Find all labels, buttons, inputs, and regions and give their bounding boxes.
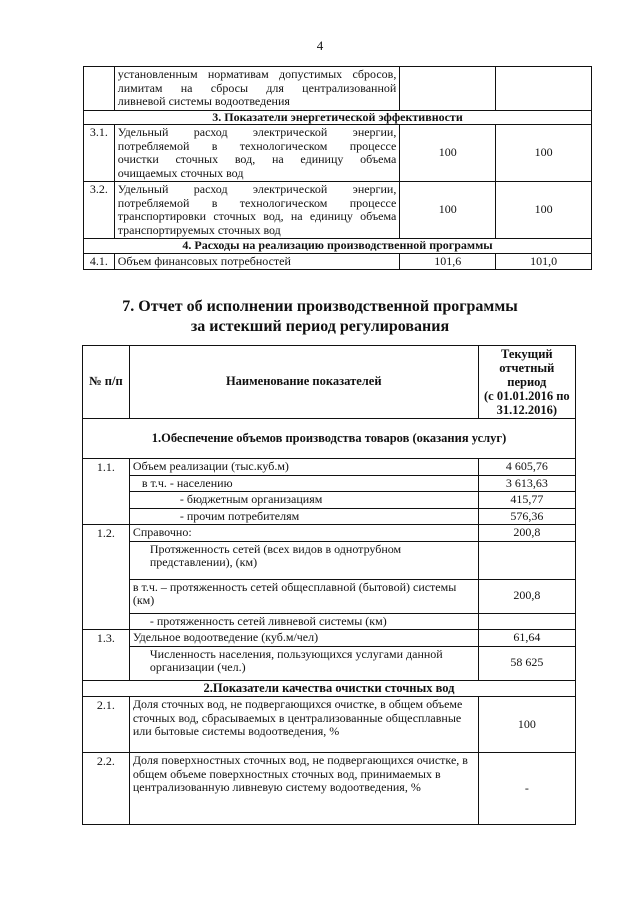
row-number: [84, 67, 115, 111]
value-cell: [478, 613, 575, 630]
value-cell: 101,0: [496, 253, 592, 270]
col-header-period: [478, 346, 575, 419]
text-line: лимитам на сбросы для централизованной: [117, 80, 397, 95]
text-line: транспортируемых сточных вод: [117, 222, 281, 237]
table-row: [83, 613, 576, 630]
row-number: 1.2.: [83, 525, 130, 630]
table-row: [84, 67, 592, 111]
indicator-name: Доля поверхностных сточных вод, не подвергающихся очистке, в общем объеме поверхностных сточных вод, принимаемых в централизованную ливневую систему водоотведения, %: [129, 753, 478, 825]
section-heading: 1.Обеспечение объемов производства товаров (оказания услуг): [83, 419, 576, 459]
section-row: [84, 239, 592, 254]
indicator-text: [114, 67, 400, 111]
indicators-table-continued: [83, 66, 592, 270]
value-cell: 100: [400, 125, 496, 182]
value-cell: -: [478, 753, 575, 825]
value-cell: [400, 67, 496, 111]
row-number: 2.1.: [83, 697, 130, 753]
indicator-text: [114, 125, 400, 182]
indicator-name: - прочим потребителям: [129, 508, 478, 525]
text-line: Удельный расход электрической энергии,: [117, 182, 397, 196]
header-line: отчетный период: [499, 361, 555, 389]
value-cell: [478, 541, 575, 579]
indicator-text: [114, 182, 400, 239]
table-row: [83, 697, 576, 753]
text-line: потребляемой в технологическом процессе: [117, 138, 397, 153]
value-cell: 576,36: [478, 508, 575, 525]
table-row: [83, 579, 576, 613]
value-cell: [496, 67, 592, 111]
text-line: транспортировки сточных вод, на единицу объема: [117, 209, 397, 223]
table-row: [83, 525, 576, 542]
text-line: потребляемой в технологическом процессе: [117, 195, 397, 210]
header-row: [83, 346, 576, 419]
row-number: 3.2.: [84, 182, 115, 239]
section-heading: 4. Расходы на реализацию производственной программы: [84, 239, 592, 254]
value-cell: 4 605,76: [478, 459, 575, 476]
value-cell: 415,77: [478, 492, 575, 509]
header-line: (с 01.01.2016 по: [483, 389, 570, 403]
value-cell: 100: [496, 125, 592, 182]
text-line: ливневой системы водоотведения: [117, 94, 290, 108]
text-line: Удельный расход электрической энергии,: [117, 125, 397, 139]
header-line: 31.12.2016): [496, 403, 558, 417]
row-number: 4.1.: [84, 253, 115, 270]
page-number: 4: [316, 38, 324, 53]
section-row: [83, 419, 576, 459]
col-header-number: № п/п: [83, 346, 130, 419]
section-heading: 3. Показатели энергетической эффективности: [84, 110, 592, 125]
heading-line: за истекший период регулирования: [190, 318, 450, 335]
table-row: [83, 753, 576, 825]
value-cell: 200,8: [478, 579, 575, 613]
value-cell: 100: [478, 697, 575, 753]
col-header-name: Наименование показателей: [129, 346, 478, 419]
value-cell: 101,6: [400, 253, 496, 270]
text-line: очищаемых сточных вод: [117, 165, 244, 180]
text-line: установленным нормативам допустимых сбросов,: [117, 67, 397, 81]
value-cell: 200,8: [478, 525, 575, 542]
indicator-name: Протяженность сетей (всех видов в однотрубном представлении), (км): [129, 541, 478, 579]
table-row: [83, 646, 576, 680]
row-number: 1.3.: [83, 630, 130, 681]
table-row: [84, 253, 592, 270]
indicator-name: - бюджетным организациям: [129, 492, 478, 509]
indicator-name: в т.ч. - населению: [129, 475, 478, 492]
section-row: [83, 680, 576, 697]
table-row: [83, 508, 576, 525]
value-cell: 61,64: [478, 630, 575, 647]
row-number: 1.1.: [83, 459, 130, 525]
table-row: [83, 492, 576, 509]
table-row: [84, 125, 592, 182]
indicator-name: Доля сточных вод, не подвергающихся очистке, в общем объеме сточных вод, сбрасываемых в централизованные общесплавные или бытовые системы водоотведения, %: [129, 697, 478, 753]
indicator-name: Объем реализации (тыс.куб.м): [129, 459, 478, 476]
table-row: [83, 630, 576, 647]
value-cell: 58 625: [478, 646, 575, 680]
value-cell: 100: [400, 182, 496, 239]
value-cell: 100: [496, 182, 592, 239]
section-7-heading: [0, 297, 640, 337]
value-cell: 3 613,63: [478, 475, 575, 492]
section-row: [84, 110, 592, 125]
indicator-name: Справочно:: [129, 525, 478, 542]
table-row: [84, 182, 592, 239]
table-row: [83, 541, 576, 579]
section-heading: 2.Показатели качества очистки сточных вод: [83, 680, 576, 697]
program-report-table: [82, 345, 576, 825]
table-row: [83, 459, 576, 476]
text-line: очистки сточных вод, на единицу объема: [117, 152, 397, 166]
indicator-text: Объем финансовых потребностей: [114, 253, 400, 270]
header-line: Текущий: [500, 347, 553, 361]
row-number: 3.1.: [84, 125, 115, 182]
indicator-name: - протяженность сетей ливневой системы (км): [129, 613, 478, 630]
indicator-name: Численность населения, пользующихся услугами данной организации (чел.): [129, 646, 478, 680]
row-number: 2.2.: [83, 753, 130, 825]
indicator-name: Удельное водоотведение (куб.м/чел): [129, 630, 478, 647]
table-row: [83, 475, 576, 492]
heading-line: 7. Отчет об исполнении производственной программы: [122, 298, 518, 315]
indicator-name: в т.ч. – протяженность сетей общесплавной (бытовой) системы (км): [129, 579, 478, 613]
